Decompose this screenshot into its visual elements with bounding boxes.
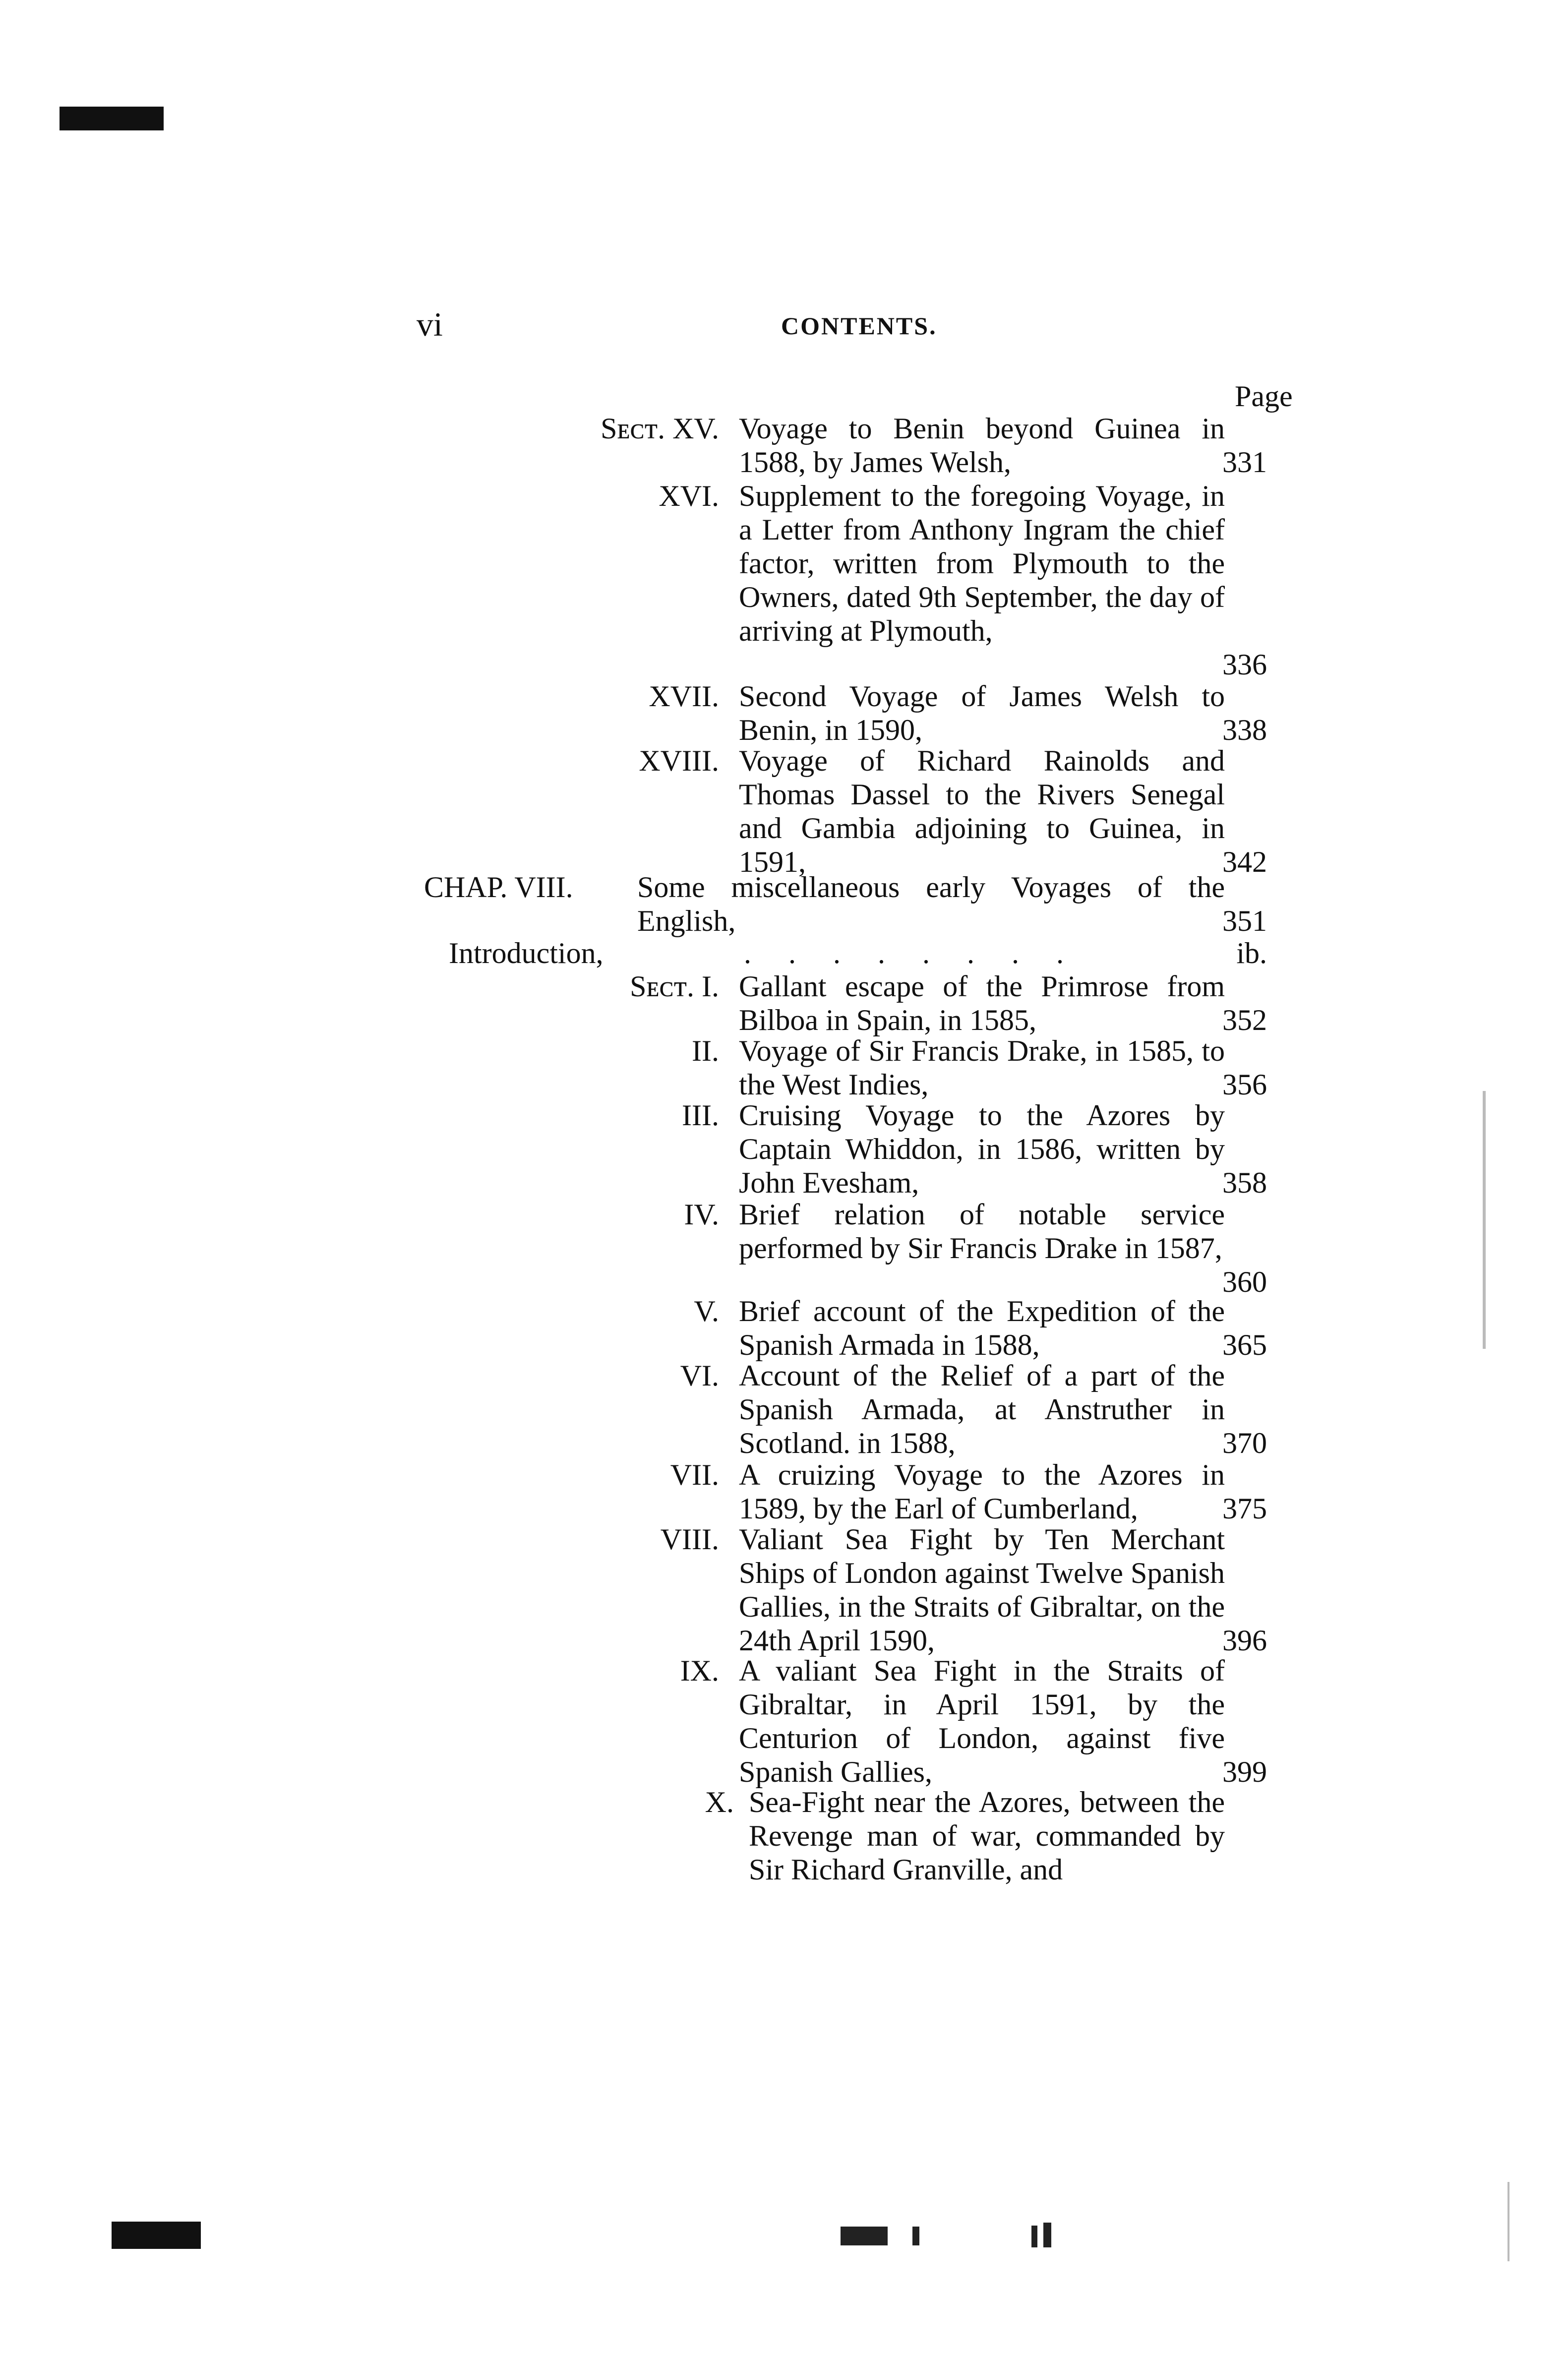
entry-title: A valiant Sea Fight in the Straits of Gibraltar, in April 1591, by the Centurion of London, against five Spanish Gallies, bbox=[739, 1654, 1225, 1788]
entry-label: XVIII. bbox=[639, 744, 719, 777]
entry-page: 370 bbox=[1222, 1427, 1267, 1459]
entry-page: 396 bbox=[1222, 1624, 1267, 1657]
entry-title: Supplement to the foregoing Voyage, in a Letter from Anthony Ingram the chief factor, written from Plymouth to the Owners, dated 9th September, the day of arriving at Plymouth, bbox=[739, 480, 1225, 647]
entry-title: Some miscellaneous early Voyages of the English, bbox=[637, 871, 1225, 937]
entry-title: A cruizing Voyage to the Azores in 1589, by the Earl of Cumberland, bbox=[739, 1458, 1225, 1525]
print-smudge bbox=[1031, 2226, 1037, 2247]
entry-label: XVII. bbox=[649, 680, 719, 713]
entry-label: Sᴇᴄᴛ. I. bbox=[630, 970, 719, 1003]
entry-label: VI. bbox=[680, 1359, 719, 1392]
entry-title: Voyage to Benin beyond Guinea in 1588, by James Welsh, bbox=[739, 412, 1225, 479]
entry-title: Voyage of Sir Francis Drake, in 1585, to the West Indies, bbox=[739, 1034, 1225, 1101]
entry-title: Brief relation of notable service performed by Sir Francis Drake in 1587, bbox=[739, 1198, 1225, 1265]
margin-speck bbox=[1483, 1091, 1486, 1349]
entry-label: VIII. bbox=[660, 1523, 719, 1556]
entry-title: Gallant escape of the Primrose from Bilboa in Spain, in 1585, bbox=[739, 970, 1225, 1036]
print-smudge bbox=[912, 2227, 919, 2245]
entry-page: 356 bbox=[1222, 1068, 1267, 1101]
scan-edge-mark-bottom bbox=[112, 2222, 201, 2249]
entry-page: ib. bbox=[1236, 937, 1267, 969]
entry-label: IV. bbox=[684, 1198, 719, 1231]
entry-label: II. bbox=[692, 1034, 719, 1067]
entry-title: Account of the Relief of a part of the Spanish Armada, at Anstruther in Scotland. in 1588, bbox=[739, 1359, 1225, 1459]
page-number: vi bbox=[417, 305, 443, 343]
entry-page: 351 bbox=[1222, 905, 1267, 937]
entry-label: XVI. bbox=[659, 480, 719, 512]
page-column-label: Page bbox=[1235, 380, 1293, 413]
entry-label: III. bbox=[682, 1099, 719, 1132]
entry-label: IX. bbox=[680, 1654, 719, 1687]
entry-page: 365 bbox=[1222, 1328, 1267, 1361]
entry-title: Voyage of Richard Rainolds and Thomas Dassel to the Rivers Senegal and Gambia adjoining to Guinea, in 1591, bbox=[739, 744, 1225, 878]
entry-title: Brief account of the Expedition of the Spanish Armada in 1588, bbox=[739, 1295, 1225, 1361]
entry-page: 338 bbox=[1222, 714, 1267, 746]
entry-page: 358 bbox=[1222, 1166, 1267, 1199]
entry-page: 375 bbox=[1222, 1492, 1267, 1525]
entry-title: Sea-Fight near the Azores, between the Revenge man of war, commanded by Sir Richard Granville, and bbox=[749, 1786, 1225, 1886]
entry-page: 331 bbox=[1222, 446, 1267, 479]
entry-page: 352 bbox=[1222, 1004, 1267, 1036]
entry-page: 342 bbox=[1222, 845, 1267, 878]
print-smudge bbox=[841, 2227, 888, 2245]
print-smudge bbox=[1043, 2223, 1051, 2247]
entry-label: CHAP. VIII. bbox=[424, 871, 573, 904]
entry-leader: . . . . . . . . bbox=[744, 937, 1079, 969]
entry-title: Second Voyage of James Welsh to Benin, in 1590, bbox=[739, 680, 1225, 746]
entry-title: Valiant Sea Fight by Ten Merchant Ships of London against Twelve Spanish Gallies, in the Straits of Gibraltar, on the 24th April 1590, bbox=[739, 1523, 1225, 1657]
entry-title: Cruising Voyage to the Azores by Captain Whiddon, in 1586, written by John Evesham, bbox=[739, 1099, 1225, 1199]
entry-label: Sᴇᴄᴛ. XV. bbox=[601, 412, 719, 445]
entry-label: VII. bbox=[670, 1458, 719, 1491]
entry-page: 360 bbox=[1222, 1266, 1267, 1298]
entry-label: Introduction, bbox=[449, 937, 603, 969]
margin-speck bbox=[1508, 2182, 1509, 2261]
entry-label: X. bbox=[705, 1786, 734, 1818]
scan-edge-mark-top bbox=[60, 107, 164, 130]
entry-page: 336 bbox=[1222, 648, 1267, 681]
entry-page: 399 bbox=[1222, 1755, 1267, 1788]
running-head: CONTENTS. bbox=[781, 312, 937, 340]
entry-label: V. bbox=[694, 1295, 719, 1328]
